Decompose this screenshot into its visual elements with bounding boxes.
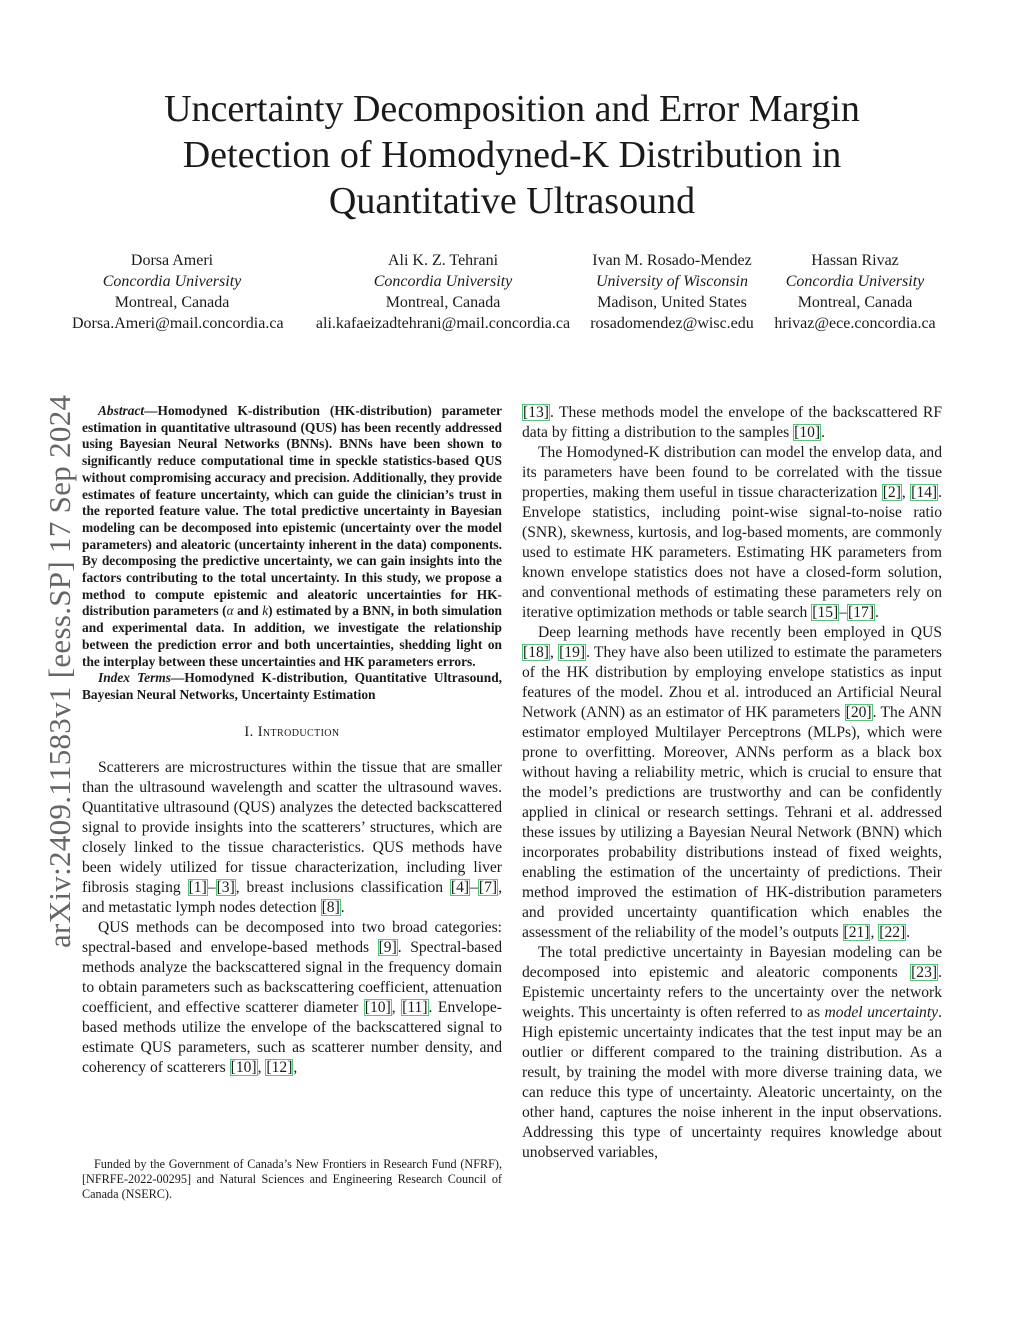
paragraph-text: , and metastatic lymph nodes detection (82, 878, 502, 916)
author-affiliation: Concordia University (373, 273, 513, 290)
author-2 (311, 250, 575, 334)
author-name: Ali K. Z. Tehrani (387, 252, 499, 269)
section-numeral: I. (244, 723, 258, 740)
range-dash: – (839, 604, 848, 621)
author-email[interactable]: Dorsa.Ameri@mail.concordia.ca (72, 315, 284, 332)
paragraph-text: . Spectral-based methods analyze the backscattered signal in the frequency domain to obtain parameters such as backscattering coefficient, attenuation coefficient, and effective scatterer diameter (82, 938, 502, 1016)
emphasis-text: model uncertainty (824, 1004, 939, 1021)
paragraph-text: Scatterers are microstructures within the tissue that are smaller than the ultrasound wavelength and scatter the ultrasound waves. Quantitative ultrasound (QUS) analyzes the detected backscattered signal to provide insights into the scatterers’ structures, which are closely linked to the tissue characteristics. QUS methods have been widely utilized for tissue characterization, including liver fibrosis staging (82, 758, 502, 896)
citation-link[interactable]: [1] (188, 878, 207, 896)
abstract-text: ) estimated by a BNN, in both simulation and experimental data. In addition, we investigate the relationship between the prediction error and both uncertainties, shedding light on the interplay between these uncertainties and HK parameters errors. (82, 603, 503, 669)
paragraph-text: . They have also been utilized to estimate the parameters of the HK distribution by employing envelope statistics as input features of the model. Zhou et al. introduced an Artificial Neural Network (ANN) as an estimator of HK parameters (522, 644, 942, 721)
citation-link[interactable]: [14] (911, 484, 938, 501)
index-terms-label: Index Terms (98, 670, 171, 686)
citation-link[interactable]: [8] (321, 898, 340, 916)
citation-link[interactable]: [10] (794, 424, 821, 441)
citation-link[interactable]: [22] (879, 924, 906, 941)
author-3 (584, 250, 760, 334)
paragraph-text: The Homodyned-K distribution can model the envelop data, and its parameters have been found to be correlated with the tissue properties, making them useful in tissue characterization (522, 444, 942, 501)
citation-link[interactable]: [15] (812, 604, 839, 621)
abstract-dash: — (144, 403, 158, 418)
author-location: Montreal, Canada (114, 294, 230, 311)
abstract-text: Homodyned K-distribution (HK-distribution) parameter estimation in quantitative ultrasound (QUS) has been recently addressed using Bayesian Neural Networks (BNNs). BNNs have been shown to significantly reduce computational time in speckle statistics-based QUS without compromising accuracy and precision. Additionally, they provide estimates of feature uncertainty, which can guide the clinician’s trust in the reported feature value. The total predictive uncertainty in Bayesian modeling can be decomposed into epistemic (uncertainty over the model parameters) and aleatoric (uncertainty inherent in the data) components. By decomposing the predictive uncertainty, we can gain insights into the factors contributing to the total uncertainty. In this study, we propose a method to compute epistemic and aleatoric uncertainties for HK-distribution parameters ( (82, 403, 502, 619)
author-email[interactable]: ali.kafaeizadtehrani@mail.concordia.ca (315, 315, 571, 332)
author-location: Montreal, Canada (797, 294, 913, 311)
author-name: Ivan M. Rosado-Mendez (592, 252, 752, 269)
citation-link[interactable]: [9] (378, 938, 397, 956)
paragraph-text: . High epistemic uncertainty indicates that the test input may be an outlier or different compared to the training distribution. As a result, by training the model with more diverse training data, we can reduce this type of uncertainty. Aleatoric uncertainty, on the other hand, captures the noise inherent in the input observations. Addressing this type of uncertainty requires knowledge about unobserved variables, (522, 1004, 942, 1161)
citation-link[interactable]: [23] (911, 964, 938, 981)
title-line: Quantitative Ultrasound (328, 180, 696, 222)
paragraph-text: . (875, 604, 879, 621)
citation-separator: , (870, 924, 879, 941)
paragraph-text: . The ANN estimator employed Multilayer Perceptrons (MLPs), which were prone to overfitting. Moreover, ANNs perform as a black box without having a reliability metric, which is crucial to ensure that the model’s predictions are trustworthy and can be confidently applied in clinical or research settings. Tehrani et al. addressed these issues by utilizing a Bayesian Neural Network (BNN) which incorporates probability distributions instead of fixed weights, enabling the estimation of the uncertainty of predictions. Their method improved the estimation of HK-distribution parameters and provided uncertainty quantification which enables the assessment of the reliability of the model’s outputs (522, 704, 942, 941)
citation-link[interactable]: [4] (450, 878, 470, 896)
range-dash: – (207, 878, 216, 896)
citation-link[interactable]: [3] (216, 878, 235, 896)
paragraph-text: QUS methods can be decomposed into two broad categories: spectral-based and envelope-based methods (82, 918, 502, 956)
author-affiliation: Concordia University (785, 273, 925, 290)
paragraph (82, 918, 502, 1078)
citation-link[interactable]: [17] (848, 604, 875, 621)
citation-link[interactable]: [11] (402, 998, 428, 1016)
section-heading (82, 722, 502, 742)
citation-link[interactable]: [21] (843, 924, 870, 941)
paragraph (522, 403, 942, 443)
k-symbol: k (262, 603, 269, 619)
paragraph-text: . (906, 924, 911, 941)
author-1 (72, 250, 284, 334)
citation-link[interactable]: [10] (364, 998, 391, 1016)
index-terms-text: Homodyned K-distribution, Quantitative Ultrasound, Bayesian Neural Networks, Uncertainty Estimation (82, 670, 502, 702)
citation-link[interactable]: [18] (523, 644, 549, 661)
paragraph (522, 623, 942, 943)
title-line: Detection of Homodyned-K Distribution in (182, 134, 842, 176)
author-name: Hassan Rivaz (811, 252, 899, 269)
section-title: Introduction (257, 723, 340, 740)
abstract (82, 403, 502, 670)
left-column (82, 403, 502, 1078)
paragraph-text: . (340, 898, 345, 916)
author-location: Madison, United States (597, 294, 747, 311)
paragraph-text: . Envelope-based methods utilize the envelope of the backscattered signal to estimate QUS parameters, such as scatterer number density, and coherency of scatterers (82, 998, 503, 1076)
citation-link[interactable]: [2] (882, 484, 901, 501)
right-column (522, 403, 942, 1163)
author-affiliation: University of Wisconsin (596, 273, 748, 290)
paragraph (522, 443, 942, 623)
author-affiliation: Concordia University (102, 273, 242, 290)
citation-separator: , (901, 484, 911, 501)
paragraph-text: . These methods model the envelope of the backscattered RF data by fitting a distribution to the samples (522, 404, 942, 441)
paragraph-text: . Epistemic uncertainty refers to the uncertainty over the network weights. This uncertainty is often referred to as (522, 964, 942, 1021)
citation-link[interactable]: [13] (523, 404, 549, 421)
author-email[interactable]: hrivaz@ece.concordia.ca (774, 315, 936, 332)
title-line: Uncertainty Decomposition and Error Margin (164, 88, 860, 130)
paragraph-text: Deep learning methods have recently been employed in QUS (538, 624, 942, 641)
author-name: Dorsa Ameri (130, 252, 214, 269)
citation-separator: , (549, 644, 559, 661)
citation-separator: , (257, 1058, 266, 1076)
paragraph-text: , (293, 1058, 298, 1076)
citation-link[interactable]: [19] (559, 644, 586, 661)
paragraph-text: . Envelope statistics, including point-wise signal-to-noise ratio (SNR), skewness, kurtosis, and log-based moments, are commonly used to estimate HK parameters. Estimating HK parameters from known envelope statistics does not have a closed-form solution, and conventional methods of estimating these parameters rely on iterative optimization methods or table search (522, 484, 943, 621)
citation-link[interactable]: [12] (266, 1058, 293, 1076)
paper-title (0, 86, 1024, 224)
author-location: Montreal, Canada (385, 294, 501, 311)
arxiv-identifier: arXiv:2409.11583v1 [eess.SP] 17 Sep 2024 (42, 394, 77, 948)
paragraph (522, 943, 942, 1163)
author-email[interactable]: rosadomendez@wisc.edu (590, 315, 754, 332)
paragraph-text: . (821, 424, 826, 441)
citation-separator: , (391, 998, 402, 1016)
index-terms-dash: — (170, 670, 185, 686)
paragraph (82, 758, 502, 918)
author-4 (770, 250, 940, 334)
abstract-label: Abstract (98, 403, 145, 418)
citation-link[interactable]: [20] (845, 704, 872, 721)
index-terms (82, 670, 502, 703)
paragraph-text: , breast inclusions classification (235, 878, 450, 896)
paragraph-text: The total predictive uncertainty in Bayesian modeling can be decomposed into epistemic and aleatoric components (522, 944, 942, 981)
funding-footnote: Funded by the Government of Canada’s New Frontiers in Research Fund (NFRF), [NFRFE-2022-00295] and Natural Sciences and Engineering Research Council of Canada (NSERC). (82, 1157, 502, 1201)
citation-link[interactable]: [7] (478, 878, 498, 896)
citation-link[interactable]: [10] (230, 1058, 257, 1076)
alpha-symbol: α (226, 603, 234, 619)
abstract-text: and (233, 603, 263, 619)
range-dash: – (470, 878, 478, 896)
